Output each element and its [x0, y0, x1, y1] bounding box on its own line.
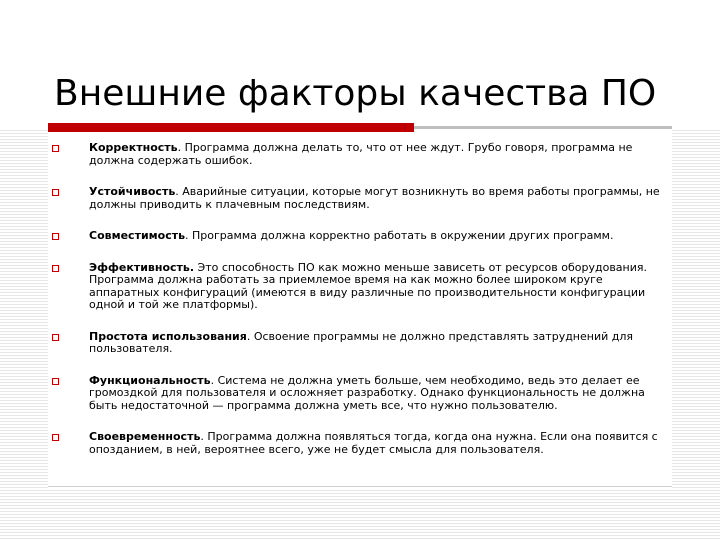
list-item	[52, 230, 667, 243]
item-text: . Программа должна появляться тогда, когда она нужна. Если она появится с опозданием, в ней, вероятнее всего, уже не будет смысла для пользователя.	[89, 430, 658, 456]
hollow-square-icon	[52, 189, 59, 196]
factor-list	[52, 142, 667, 475]
item-text: . Аварийные ситуации, которые могут возникнуть во время работы программы, не должны приводить к плачевным последствиям.	[89, 185, 660, 211]
item-text: . Освоение программы не должно представлять затруднений для пользователя.	[89, 329, 634, 355]
slide-title: Внешние факторы качества ПО	[54, 73, 657, 114]
item-text: Это способность ПО как можно меньше зависеть от ресурсов оборудования. Программа должна работать за приемлемое время на как можно более широком круге аппаратных конфигураций (имеются в виду различные по производительности конфигурации одной и той же платформы).	[89, 260, 647, 311]
hollow-square-icon	[52, 378, 59, 385]
list-item	[52, 262, 667, 312]
list-item	[52, 186, 667, 211]
item-text: . Система не должна уметь больше, чем необходимо, ведь это делает ее громоздкой для пользователя и осложняет разработку. Однако функциональность не должна быть недостаточной — программа должна уметь все, что нужно пользователю.	[89, 373, 645, 412]
hollow-square-icon	[52, 233, 59, 240]
list-item	[52, 431, 667, 456]
list-item	[52, 142, 667, 167]
item-term: Корректность	[89, 141, 178, 154]
item-term: Функциональность	[89, 373, 211, 387]
bottom-divider	[48, 486, 672, 487]
item-text: . Программа должна корректно работать в окружении других программ.	[185, 229, 614, 242]
hollow-square-icon	[52, 265, 59, 272]
hollow-square-icon	[52, 434, 59, 441]
item-term: Совместимость	[89, 229, 186, 242]
item-term: Устойчивость	[89, 185, 176, 198]
item-term: Эффективность.	[89, 260, 195, 274]
item-term: Своевременность	[89, 430, 201, 443]
title-accent-bar	[48, 123, 414, 132]
item-text: . Программа должна делать то, что от нее ждут. Грубо говоря, программа не должна содержать ошибок.	[89, 141, 633, 167]
item-term: Простота использования	[89, 329, 247, 343]
list-item	[52, 375, 667, 413]
list-item	[52, 331, 667, 356]
title-divider	[414, 126, 672, 129]
hollow-square-icon	[52, 334, 59, 341]
hollow-square-icon	[52, 145, 59, 152]
